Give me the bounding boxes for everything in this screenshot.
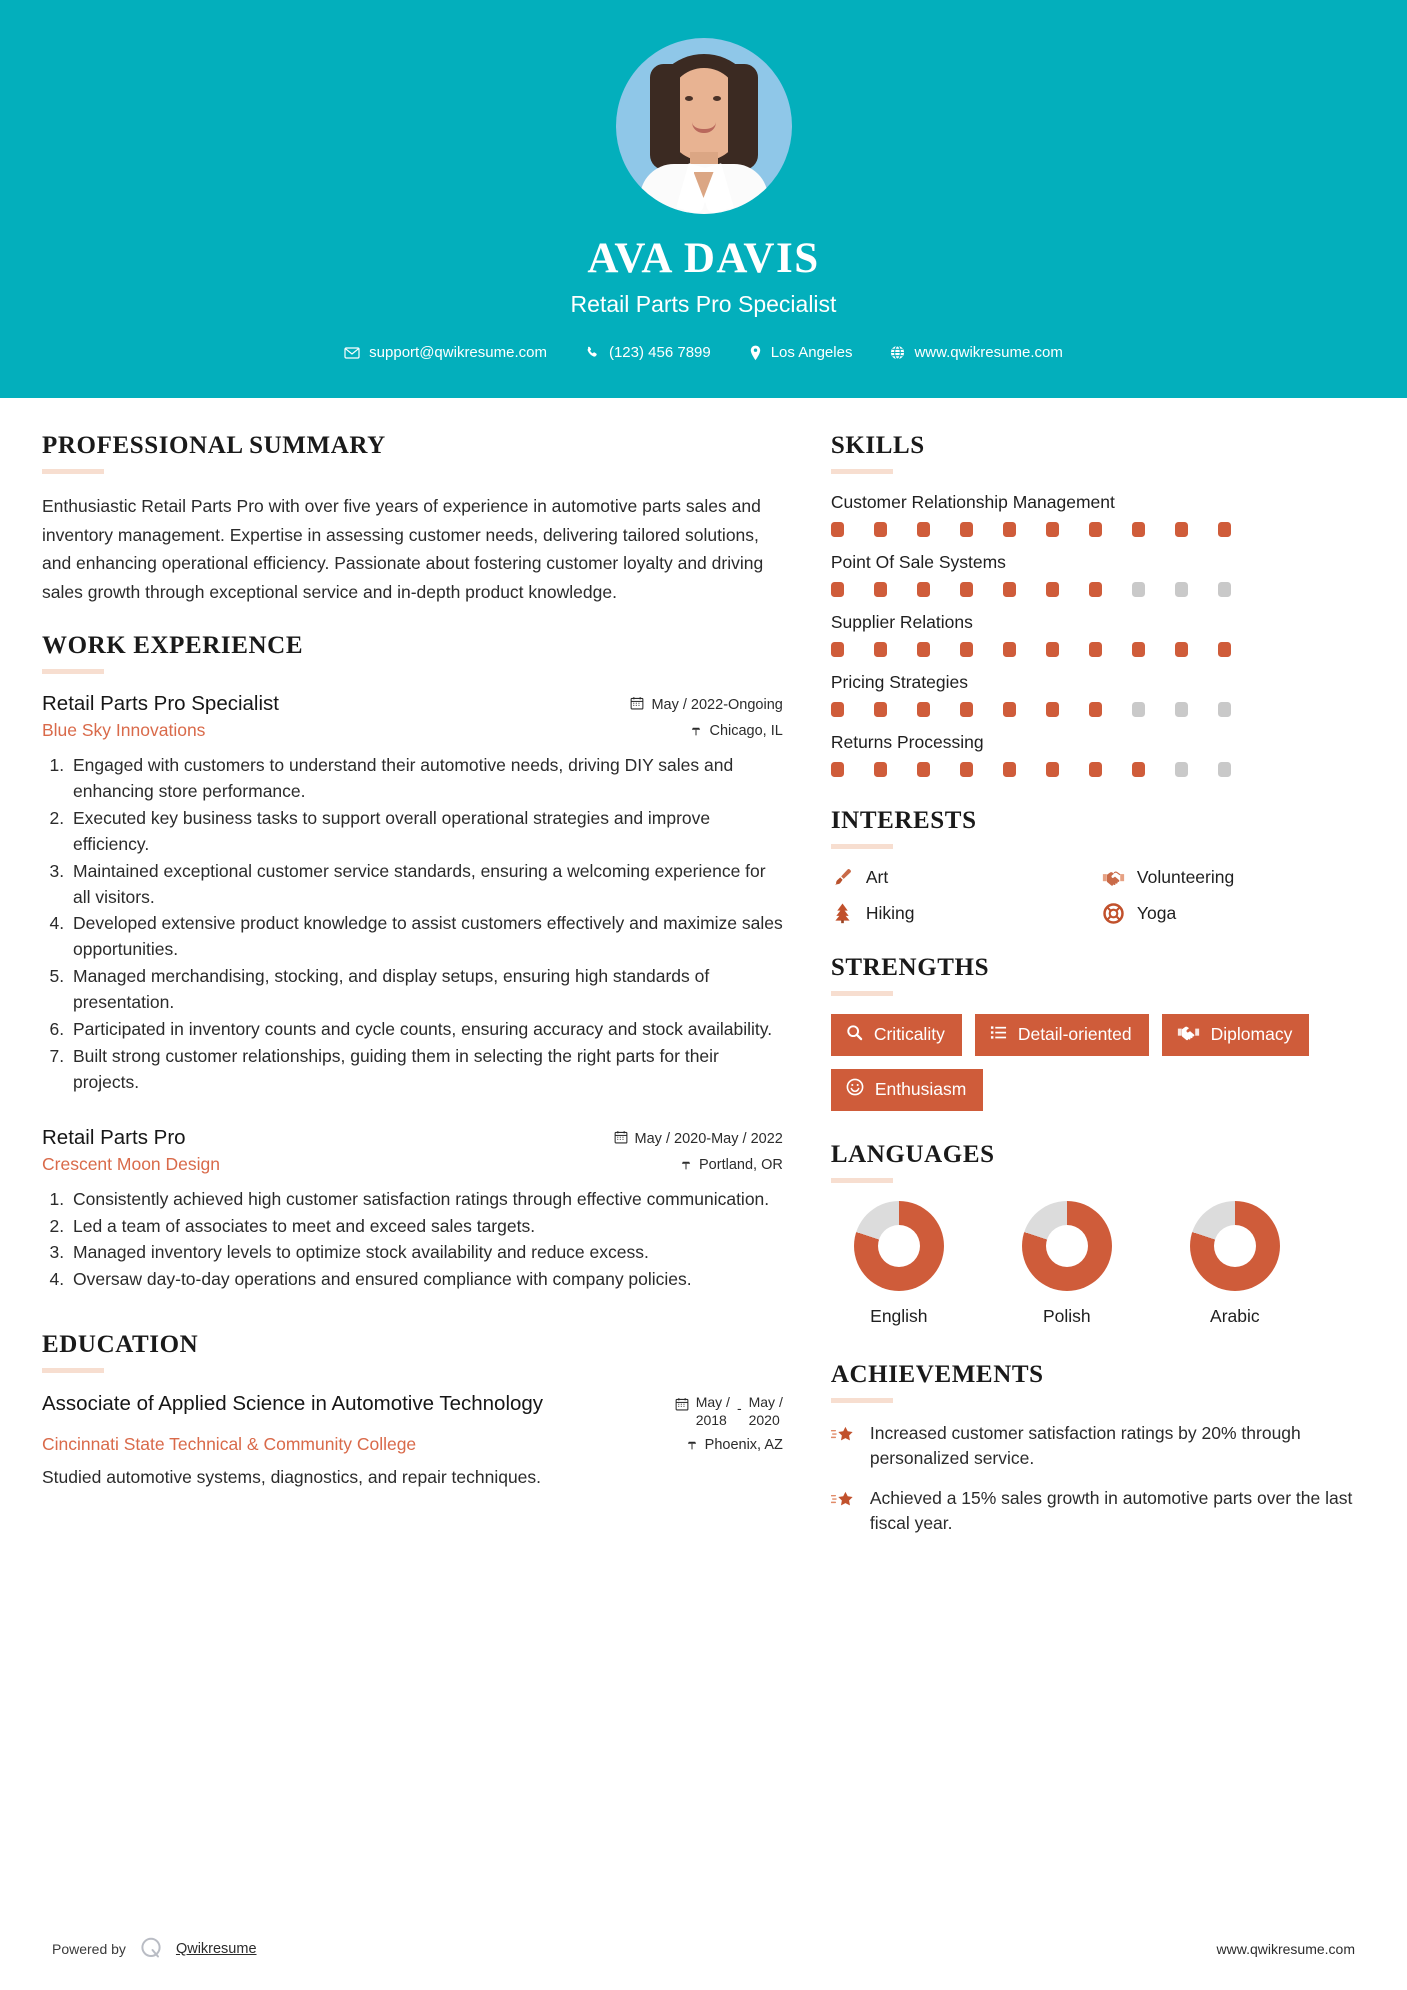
education-location bbox=[686, 1436, 783, 1454]
interest-item bbox=[1102, 867, 1365, 888]
skill-dot-empty bbox=[1218, 582, 1231, 597]
job-bullet: 4. Developed extensive product knowledge to assist customers effectively and maximize sales opportunities. bbox=[69, 911, 783, 963]
avatar bbox=[616, 38, 792, 214]
skill-dot-filled bbox=[1003, 582, 1016, 597]
work-entry bbox=[42, 1126, 783, 1294]
skill-dot-empty bbox=[1175, 582, 1188, 597]
language-item bbox=[831, 1201, 967, 1327]
skill-dot-filled bbox=[874, 522, 887, 537]
paintbrush-icon bbox=[831, 867, 854, 888]
section-rule bbox=[831, 844, 893, 849]
qwikresume-logo-icon bbox=[138, 1935, 164, 1964]
skill-dot-filled bbox=[1175, 642, 1188, 657]
skill-dot-filled bbox=[874, 582, 887, 597]
skill-dot-filled bbox=[960, 702, 973, 717]
skill-rating bbox=[831, 642, 1365, 657]
strength-label: Enthusiasm bbox=[874, 1078, 967, 1099]
section-rule bbox=[831, 1398, 893, 1403]
interest-item bbox=[831, 867, 1094, 888]
skill-dot-filled bbox=[1089, 702, 1102, 717]
education-date-separator: - bbox=[736, 1400, 742, 1417]
calendar-icon bbox=[675, 1394, 689, 1414]
language-label: Arabic bbox=[1210, 1305, 1260, 1326]
language-item bbox=[1167, 1201, 1303, 1327]
section-education bbox=[42, 1331, 783, 1490]
achievement-item bbox=[831, 1486, 1365, 1537]
skill-dot-filled bbox=[1003, 762, 1016, 777]
section-languages bbox=[831, 1141, 1365, 1327]
interest-label: Yoga bbox=[1136, 902, 1177, 923]
skill-item bbox=[831, 732, 1365, 777]
contact-email[interactable] bbox=[344, 344, 547, 361]
skill-dot-filled bbox=[1132, 522, 1145, 537]
phone-icon bbox=[585, 345, 600, 360]
interest-item bbox=[831, 902, 1094, 924]
section-title: ACHIEVEMENTS bbox=[830, 1360, 1044, 1388]
job-bullet: 1. Engaged with customers to understand their automotive needs, driving DIY sales and enhancing store performance. bbox=[69, 753, 783, 805]
job-location-text: Chicago, IL bbox=[709, 723, 783, 740]
strength-label: Diplomacy bbox=[1210, 1024, 1293, 1044]
interest-label: Hiking bbox=[865, 902, 915, 923]
skill-dot-filled bbox=[1046, 582, 1059, 597]
section-title: INTERESTS bbox=[830, 807, 977, 834]
section-rule bbox=[831, 469, 893, 474]
section-achievements bbox=[831, 1361, 1365, 1537]
right-column bbox=[831, 398, 1365, 1563]
skill-dot-empty bbox=[1218, 702, 1231, 717]
job-company: Crescent Moon Design bbox=[42, 1153, 220, 1174]
skill-dot-filled bbox=[831, 582, 844, 597]
section-rule bbox=[831, 991, 893, 996]
skills-list bbox=[831, 492, 1365, 777]
job-role: Retail Parts Pro bbox=[42, 1125, 186, 1149]
skill-label: Pricing Strategies bbox=[830, 672, 968, 692]
job-dates-text: May / 2020-May / 2022 bbox=[634, 1130, 783, 1147]
skill-dot-filled bbox=[1046, 522, 1059, 537]
strength-label: Criticality bbox=[873, 1024, 945, 1044]
skill-dot-filled bbox=[960, 522, 973, 537]
handshake-icon bbox=[1177, 1023, 1200, 1046]
contact-row bbox=[344, 344, 1063, 361]
envelope-icon bbox=[344, 345, 360, 361]
skill-label: Point Of Sale Systems bbox=[830, 552, 1006, 572]
language-item bbox=[999, 1201, 1135, 1327]
skill-dot-filled bbox=[1046, 762, 1059, 777]
skill-dot-filled bbox=[1218, 642, 1231, 657]
job-bullet: 3. Managed inventory levels to optimize stock availability and reduce excess. bbox=[69, 1240, 783, 1266]
handshake-icon bbox=[1102, 868, 1125, 888]
skill-item bbox=[831, 552, 1365, 597]
job-bullet: 1. Consistently achieved high customer satisfaction ratings through effective communication. bbox=[69, 1187, 783, 1213]
language-label: English bbox=[870, 1305, 928, 1326]
job-location bbox=[680, 1156, 783, 1174]
contact-email-text: support@qwikresume.com bbox=[369, 344, 547, 362]
star-icon bbox=[831, 1421, 856, 1451]
skill-dot-filled bbox=[1089, 762, 1102, 777]
strength-label: Detail-oriented bbox=[1017, 1024, 1132, 1044]
skill-dot-empty bbox=[1175, 762, 1188, 777]
magnifier-icon bbox=[846, 1024, 863, 1045]
interests-grid bbox=[831, 867, 1365, 924]
skill-rating bbox=[831, 762, 1365, 777]
education-end-year: 2020 bbox=[748, 1411, 780, 1428]
smiley-icon bbox=[846, 1078, 864, 1100]
contact-website-text: www.qwikresume.com bbox=[914, 344, 1063, 362]
skill-dot-filled bbox=[917, 762, 930, 777]
skill-dot-filled bbox=[1046, 642, 1059, 657]
job-dates bbox=[614, 1130, 783, 1148]
section-title: LANGUAGES bbox=[830, 1140, 995, 1168]
skill-dot-filled bbox=[1003, 642, 1016, 657]
achievement-item bbox=[831, 1421, 1365, 1472]
languages-list bbox=[831, 1201, 1365, 1327]
lifebuoy-icon bbox=[1102, 903, 1125, 924]
language-donut-chart bbox=[1190, 1201, 1280, 1291]
education-description: Studied automotive systems, diagnostics, and repair techniques. bbox=[42, 1467, 542, 1488]
tree-icon bbox=[831, 902, 854, 924]
candidate-job-title: Retail Parts Pro Specialist bbox=[570, 291, 837, 318]
skill-dot-empty bbox=[1132, 702, 1145, 717]
contact-website[interactable] bbox=[890, 344, 1062, 361]
contact-location bbox=[749, 344, 853, 361]
education-start-year: 2018 bbox=[695, 1411, 727, 1428]
section-skills bbox=[831, 432, 1365, 777]
left-column bbox=[42, 398, 831, 1563]
strength-tag-enthusiasm bbox=[831, 1069, 983, 1110]
footer-website: www.qwikresume.com bbox=[1216, 1941, 1355, 1957]
section-rule bbox=[42, 1368, 104, 1373]
page-footer bbox=[0, 1908, 1407, 1990]
list-icon bbox=[990, 1024, 1007, 1045]
calendar-icon bbox=[614, 1130, 628, 1148]
section-interests bbox=[831, 807, 1365, 924]
map-pin-icon bbox=[749, 345, 762, 361]
skill-rating bbox=[831, 522, 1365, 537]
skill-item bbox=[831, 492, 1365, 537]
skill-rating bbox=[831, 702, 1365, 717]
skill-label: Customer Relationship Management bbox=[830, 492, 1115, 512]
contact-phone-text: (123) 456 7899 bbox=[608, 344, 711, 362]
job-bullet: 6. Participated in inventory counts and cycle counts, ensuring accuracy and stock availability. bbox=[69, 1017, 783, 1043]
job-location-text: Portland, OR bbox=[699, 1156, 783, 1173]
job-bullet: 3. Maintained exceptional customer service standards, ensuring a welcoming experience for all visitors. bbox=[69, 859, 783, 911]
strength-tag-diplomacy bbox=[1162, 1014, 1310, 1056]
education-entry bbox=[42, 1391, 783, 1490]
education-degree: Associate of Applied Science in Automotive Technology bbox=[42, 1392, 544, 1416]
job-dates-text: May / 2022-Ongoing bbox=[651, 697, 783, 714]
skill-dot-filled bbox=[831, 762, 844, 777]
skill-dot-filled bbox=[1218, 522, 1231, 537]
language-donut-chart bbox=[854, 1201, 944, 1291]
section-title: STRENGTHS bbox=[830, 954, 990, 981]
skill-rating bbox=[831, 582, 1365, 597]
education-start-month: May / bbox=[695, 1394, 730, 1411]
skill-dot-empty bbox=[1218, 762, 1231, 777]
education-end-date bbox=[749, 1394, 783, 1429]
donut-hole bbox=[1046, 1225, 1088, 1267]
footer-brand-link[interactable]: Qwikresume bbox=[175, 1941, 257, 1957]
section-rule bbox=[42, 469, 104, 474]
donut-hole bbox=[878, 1225, 920, 1267]
skill-dot-filled bbox=[831, 702, 844, 717]
education-school: Cincinnati State Technical & Community College bbox=[42, 1434, 417, 1455]
job-company: Blue Sky Innovations bbox=[42, 720, 206, 741]
pushpin-icon bbox=[686, 1436, 698, 1454]
interest-item bbox=[1102, 902, 1365, 924]
education-start-date bbox=[696, 1394, 730, 1429]
achievement-text: Achieved a 15% sales growth in automotive parts over the last fiscal year. bbox=[869, 1487, 1353, 1534]
job-dates bbox=[630, 696, 782, 714]
contact-phone[interactable] bbox=[585, 344, 711, 361]
section-title: EDUCATION bbox=[42, 1331, 199, 1359]
resume-body bbox=[0, 398, 1407, 1563]
job-role: Retail Parts Pro Specialist bbox=[42, 692, 279, 716]
globe-icon bbox=[890, 345, 905, 360]
contact-location-text: Los Angeles bbox=[770, 344, 853, 362]
job-bullet: 7. Built strong customer relationships, guiding them in selecting the right parts for their projects. bbox=[69, 1044, 783, 1096]
pushpin-icon bbox=[690, 722, 702, 740]
language-donut-chart bbox=[1022, 1201, 1112, 1291]
pushpin-icon bbox=[680, 1156, 692, 1174]
language-label: Polish bbox=[1043, 1305, 1091, 1326]
education-location-text: Phoenix, AZ bbox=[704, 1437, 783, 1454]
skill-dot-filled bbox=[1089, 582, 1102, 597]
skill-dot-filled bbox=[960, 642, 973, 657]
job-bullets bbox=[42, 1187, 783, 1294]
interest-label: Art bbox=[865, 867, 889, 887]
education-end-month: May / bbox=[748, 1394, 783, 1411]
skill-label: Supplier Relations bbox=[830, 612, 973, 632]
section-rule bbox=[831, 1178, 893, 1183]
strengths-list bbox=[831, 1014, 1365, 1111]
section-rule bbox=[42, 669, 104, 674]
footer-branding bbox=[52, 1935, 257, 1964]
section-title: PROFESSIONAL SUMMARY bbox=[42, 432, 386, 459]
job-location bbox=[690, 722, 782, 740]
skill-dot-filled bbox=[874, 702, 887, 717]
skill-dot-filled bbox=[874, 642, 887, 657]
skill-item bbox=[831, 612, 1365, 657]
donut-hole bbox=[1214, 1225, 1256, 1267]
job-bullets bbox=[42, 753, 783, 1096]
star-icon bbox=[831, 1486, 856, 1516]
skill-dot-filled bbox=[960, 762, 973, 777]
job-bullet: 2. Led a team of associates to meet and exceed sales targets. bbox=[69, 1214, 783, 1240]
skill-dot-filled bbox=[917, 582, 930, 597]
resume-header bbox=[0, 0, 1407, 398]
skill-dot-filled bbox=[917, 522, 930, 537]
skill-dot-filled bbox=[1003, 702, 1016, 717]
skill-dot-filled bbox=[831, 642, 844, 657]
interest-label: Volunteering bbox=[1136, 867, 1235, 887]
skill-dot-filled bbox=[1132, 642, 1145, 657]
job-bullet: 5. Managed merchandising, stocking, and display setups, ensuring high standards of presentation. bbox=[69, 964, 783, 1016]
skill-dot-filled bbox=[1132, 762, 1145, 777]
skill-dot-filled bbox=[1175, 522, 1188, 537]
section-work-experience bbox=[42, 632, 783, 1293]
skill-dot-filled bbox=[831, 522, 844, 537]
skill-dot-filled bbox=[1089, 642, 1102, 657]
calendar-icon bbox=[630, 696, 644, 714]
skill-dot-empty bbox=[1175, 702, 1188, 717]
strength-tag-criticality bbox=[831, 1014, 962, 1056]
skill-dot-filled bbox=[917, 642, 930, 657]
skill-dot-filled bbox=[1046, 702, 1059, 717]
footer-powered-by-label: Powered by bbox=[52, 1941, 126, 1957]
work-entry bbox=[42, 692, 783, 1096]
skill-dot-empty bbox=[1132, 582, 1145, 597]
strength-tag-detail-oriented bbox=[975, 1014, 1149, 1056]
skill-dot-filled bbox=[1003, 522, 1016, 537]
job-bullet: 2. Executed key business tasks to support overall operational strategies and improve efficiency. bbox=[69, 806, 783, 858]
skill-dot-filled bbox=[917, 702, 930, 717]
candidate-name: AVA DAVIS bbox=[587, 235, 820, 282]
job-bullet: 4. Oversaw day-to-day operations and ensured compliance with company policies. bbox=[69, 1267, 783, 1293]
section-title: SKILLS bbox=[830, 432, 925, 459]
skill-label: Returns Processing bbox=[830, 732, 984, 752]
education-dates bbox=[675, 1391, 783, 1429]
summary-text: Enthusiastic Retail Parts Pro with over five years of experience in automotive parts sales and inventory management. Expertise in assessing customer needs, delivering tailored solutions, and enhancing operational efficiency. Passionate about fostering customer loyalty and driving sales growth through exceptional service and in-depth product knowledge. bbox=[42, 496, 764, 602]
section-strengths bbox=[831, 954, 1365, 1111]
achievement-text: Increased customer satisfaction ratings by 20% through personalized service. bbox=[869, 1422, 1301, 1469]
skill-dot-filled bbox=[874, 762, 887, 777]
skill-dot-filled bbox=[1089, 522, 1102, 537]
section-title: WORK EXPERIENCE bbox=[42, 632, 304, 660]
section-professional-summary bbox=[42, 432, 783, 606]
skill-item bbox=[831, 672, 1365, 717]
skill-dot-filled bbox=[960, 582, 973, 597]
